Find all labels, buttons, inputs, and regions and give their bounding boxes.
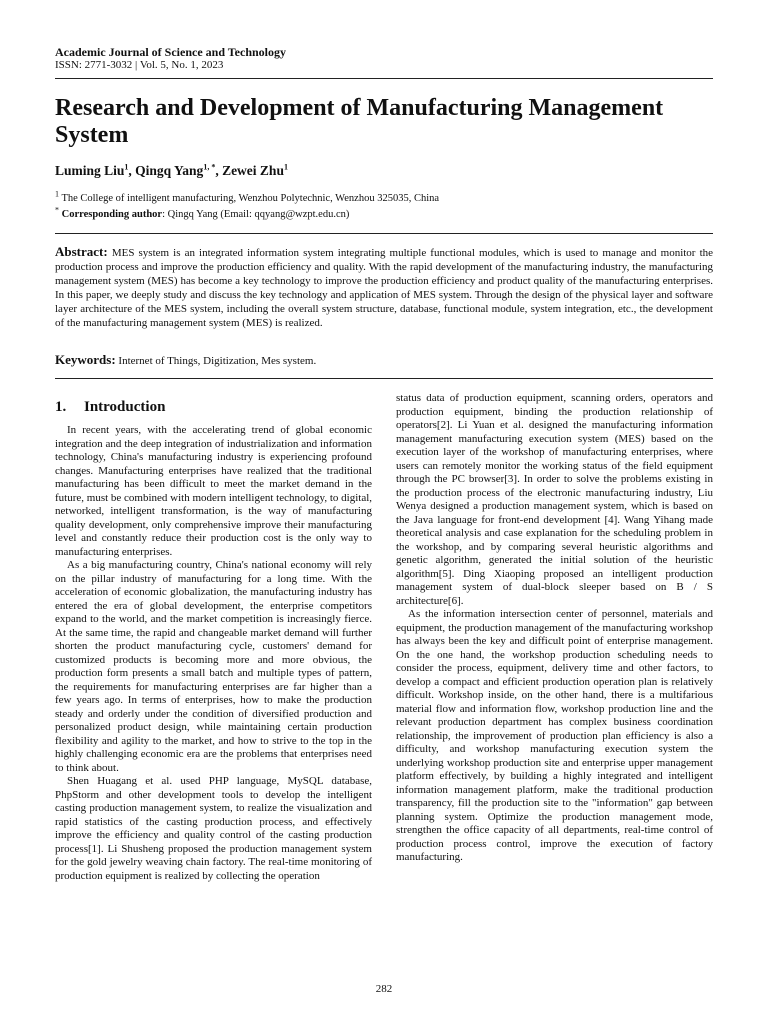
- right-column: [396, 392, 713, 865]
- author-affil-mark: 1: [124, 162, 129, 172]
- author-name: Qingq Yang: [135, 163, 204, 178]
- body-paragraph: In recent years, with the accelerating trend of global economic integration and the deep integration of industrialization and information technology, China's manufacturing industry is experiencing profound changes. Manufacturing enterprises have realized that the traditional manufacturing has been difficult to meet the market demand in the future, must be combined with modern intelligent technology, to digital, networked, intelligent transformation, is the way of manufacturing quality development, only comprehensive improve their manufacturing level and constantly reduce their production cost is the only way to manufacturing enterprises.: [55, 424, 373, 558]
- author-affil-mark: 1, *: [203, 162, 216, 172]
- body-paragraph: As a big manufacturing country, China's national economy will rely on the pillar industry of manufacturing for a long time. With the acceleration of economic globalization, the manufacturing industry has entered the era of global development, the enterprise competitors expand to the world, and the market competition is increasingly fierce. At the same time, the rapid and changeable market demand will further shorten the product manufacturing cycle, customers' demand for customized products is becoming more and more obvious, the production form presents a small batch and multiple types of pattern, the requirements for manufacturing enterprises are far higher than a few years ago. In terms of enterprises, how to make the production steady and orderly under the condition of diversified production and personalized product design, while maintaining certain production flexibility and agility to the market, and how to strive to the top in the highly challenging economic era are the problems that enterprises need to think about.: [55, 559, 372, 774]
- section-number: 1.: [55, 399, 67, 415]
- body-paragraph: status data of production equipment, scanning orders, operators and production equipment, binding the production relationship of operators[2]. Li Yuan et al. designed the manufacturing information management manufacturing execution system (MES) based on the execution layer of the workshop of manufacturing enterprises, where users can remotely monitor the working status of the field equipment through the PC browser[3]. In order to solve the problems existing in the production process of the electronic manufacturing industry, Liu Wenya designed a production management system, which is based on the Java language for front-end development [4]. Wang Yihang made theoretical analysis and case explanation for the scheduling problem in the workshop, and by comparing several heuristic algorithms and genetic algorithm, generated the initial solution of the heuristic algorithm[5]. Ding Xiaoping proposed an intelligent production management system of dual-block sleeper based on B / S architecture[6].: [396, 392, 713, 607]
- section-title: Introduction: [84, 399, 166, 415]
- abstract: [55, 245, 713, 330]
- keywords: [55, 353, 316, 368]
- abstract-label: Abstract:: [55, 244, 108, 259]
- corresponding-label: Corresponding author: [61, 209, 163, 220]
- corresponding-mark: *: [55, 205, 59, 215]
- author-list: Luming Liu$^1$, Qingq Yang$^{1, *}$, Zewei Zhu$^1$: [55, 162, 288, 178]
- abstract-text: MES system is an integrated information system integrating multiple functional modules, which is used to manage and monitor the production process and improve the production efficiency and quality. With the rapid development of the manufacturing industry, the manufacturing management system (MES) has become a key technology to improve the production efficiency and product quality of the manufacturing enterprises. In this paper, we deeply study and discuss the key technology and application of MES system. Through the design of the physical layer and software layer architecture of the MES system, including the overall system structure, database, functional module, system integration, etc., the development of the manufacturing management system (MES) is realized.: [55, 247, 714, 329]
- body-paragraph: Shen Huagang et al. used PHP language, MySQL database, PhpStorm and other development tools to develop the intelligent casting production management system, to realize the visualization and rapid statistics of the casting production process, and effectively improve the efficiency and quality control of the casting production process[1]. Li Shusheng proposed the production management system for the gold jewelry weaving chain factory. The real-time monitoring of production equipment is realized by collecting the operation: [55, 775, 372, 882]
- page-number: 282: [375, 983, 393, 995]
- journal-issn: ISSN: 2771-3032 | Vol. 5, No. 1, 2023: [55, 59, 224, 71]
- journal-name: Academic Journal of Science and Technology: [55, 45, 287, 59]
- affiliation-text: The College of intelligent manufacturing, Wenzhou Polytechnic, Wenzhou 325035, China: [61, 193, 440, 204]
- paper-title: Research and Development of Manufacturing Management System: [55, 95, 664, 148]
- keywords-label: Keywords:: [55, 352, 116, 367]
- author-name: Luming Liu: [55, 163, 125, 178]
- left-column: [55, 392, 372, 883]
- affiliation-mark: 1: [55, 189, 59, 199]
- abstract-top-rule: [55, 233, 713, 234]
- author-affil-mark: 1: [283, 162, 288, 172]
- abstract-bottom-rule: [55, 378, 713, 379]
- affiliation: [55, 189, 440, 205]
- corresponding-author: [55, 205, 350, 221]
- author-name: Zewei Zhu: [222, 163, 284, 178]
- corresponding-text: : Qingq Yang (Email: qqyang@wzpt.edu.cn): [162, 209, 350, 220]
- body-paragraph: As the information intersection center of personnel, materials and equipment, the production management of the manufacturing workshop has always been the key and difficult point of enterprise management. On the one hand, the workshop production scheduling needs to consider the process, equipment, delivery time and other factors, to develop a compact and efficient production operation plan is relatively difficult. Workshop inside, on the other hand, there is a multifarious material flow and information flow, workshop production line and the relevant production department has complex business coordination relationship, the improvement of production plan efficiency is also a difficulty, and workshop manufacturing execution system the underlying workshop production site and enterprise upper management platform effectively, by building a highly integrated and intelligent information management platform, make the traditional production transparency, fill the production site to the "information" gap between planning system. Optimize the production management mode, strengthen the office capacity of all departments, real-time control of production process control, improve the execution of factory manufacturing.: [396, 608, 713, 863]
- header-rule: [55, 78, 713, 79]
- section-heading: [55, 398, 372, 416]
- keywords-text: Internet of Things, Digitization, Mes system.: [118, 355, 317, 367]
